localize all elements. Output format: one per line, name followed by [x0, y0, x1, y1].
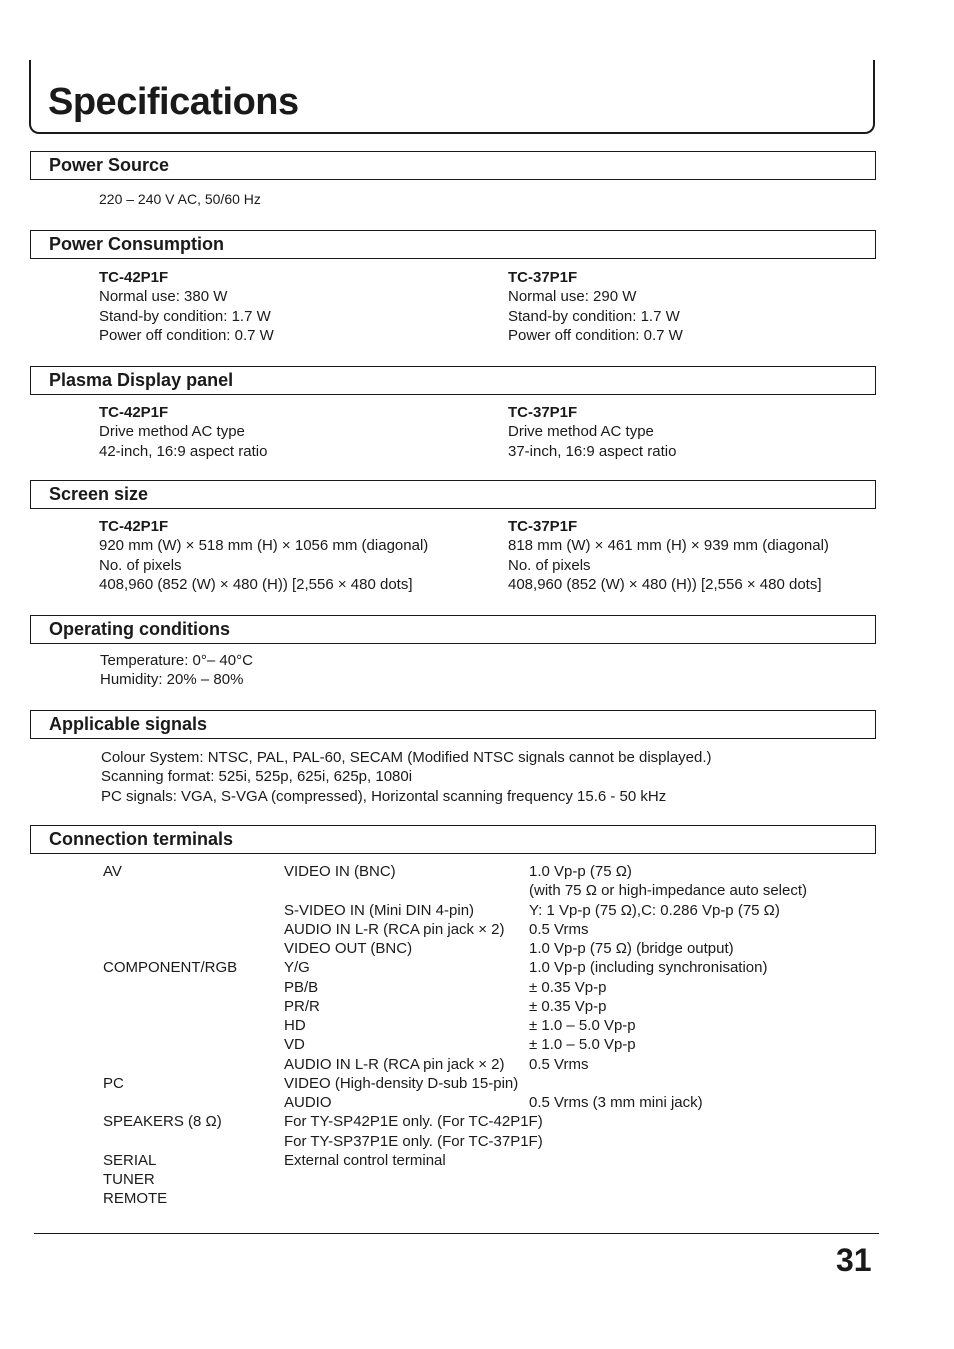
terminal-spec: 0.5 Vrms (3 mm mini jack) — [529, 1094, 703, 1111]
spec-line: PC signals: VGA, S-VGA (compressed), Horizontal scanning frequency 15.6 - 50 kHz — [101, 787, 667, 805]
terminal-spec: ± 0.35 Vp-p — [529, 978, 607, 996]
terminal-spec: 1.0 Vp-p (75 Ω) (bridge output) — [529, 940, 734, 957]
section-header-operating-conditions — [30, 615, 876, 644]
terminal-spec: 0.5 Vrms — [529, 920, 589, 938]
spec-line: 37-inch, 16:9 aspect ratio — [508, 442, 677, 460]
model-label: TC-42P1F — [99, 404, 169, 421]
spec-line: Drive method AC type — [99, 423, 245, 441]
power-consumption-left — [99, 268, 274, 345]
terminal-name: VIDEO (High-density D-sub 15-pin) — [284, 1074, 519, 1092]
section-title: Connection terminals — [49, 829, 234, 849]
section-title: Applicable signals — [49, 714, 208, 734]
terminal-group: PC — [103, 1074, 124, 1092]
model-label: TC-42P1F — [99, 269, 169, 286]
plasma-display-left — [99, 403, 267, 461]
terminal-spec: 1.0 Vp-p (including synchronisation) — [529, 959, 768, 977]
section-header-plasma-display — [30, 366, 876, 395]
spec-line: 920 mm (W) × 518 mm (H) × 1056 mm (diagonal) — [99, 537, 429, 555]
spec-line: 408,960 (852 (W) × 480 (H)) [2,556 × 480 dots] — [99, 575, 413, 593]
spec-line: Stand-by condition: 1.7 W — [508, 307, 680, 325]
spec-line: No. of pixels — [508, 556, 591, 574]
spec-line: Normal use: 380 W — [99, 288, 228, 306]
terminal-name: VIDEO OUT (BNC) — [284, 940, 413, 957]
spec-line: No. of pixels — [99, 556, 182, 574]
terminal-name: Y/G — [284, 959, 310, 977]
applicable-signals-body — [101, 748, 712, 806]
terminal-name: AUDIO IN L-R (RCA pin jack × 2) — [284, 1055, 505, 1073]
spec-line: Humidity: 20% – 80% — [100, 671, 244, 689]
page-title: Specifications — [48, 81, 299, 123]
section-header-screen-size — [30, 480, 876, 509]
model-label: TC-42P1F — [99, 518, 169, 535]
terminal-name: HD — [284, 1017, 306, 1034]
terminal-group: AV — [103, 863, 122, 880]
terminal-name: S-VIDEO IN (Mini DIN 4-pin) — [284, 901, 475, 919]
spec-line: Normal use: 290 W — [508, 288, 637, 306]
section-title: Power Source — [49, 155, 170, 175]
model-label: TC-37P1F — [508, 518, 578, 535]
terminal-group: REMOTE — [103, 1190, 168, 1208]
terminal-name: AUDIO IN L-R (RCA pin jack × 2) — [284, 920, 505, 938]
section-title: Plasma Display panel — [49, 370, 234, 390]
terminal-name: PB/B — [284, 978, 319, 996]
spec-line: 818 mm (W) × 461 mm (H) × 939 mm (diagonal) — [508, 537, 829, 555]
terminal-spec: Y: 1 Vp-p (75 Ω),C: 0.286 Vp-p (75 Ω) — [529, 901, 780, 919]
terminal-spec: ± 0.35 Vp-p — [529, 997, 607, 1015]
terminal-name: For TY-SP37P1E only. (For TC-37P1F) — [284, 1132, 543, 1150]
model-label: TC-37P1F — [508, 404, 578, 421]
spec-line: Temperature: 0°– 40°C — [100, 652, 253, 669]
spec-line: Stand-by condition: 1.7 W — [99, 307, 271, 325]
bottom-rule — [34, 1233, 879, 1234]
plasma-display-right — [508, 403, 676, 461]
terminal-group: COMPONENT/RGB — [103, 959, 238, 977]
terminal-name: VD — [284, 1036, 305, 1054]
terminal-group: TUNER — [103, 1171, 155, 1188]
page-number: 31 — [836, 1242, 872, 1278]
terminal-spec: ± 1.0 – 5.0 Vp-p — [529, 1017, 636, 1034]
terminal-name: VIDEO IN (BNC) — [284, 863, 396, 880]
spec-line: Scanning format: 525i, 525p, 625i, 625p, 1080i — [101, 768, 413, 786]
section-title: Power Consumption — [49, 234, 224, 254]
power-consumption-right — [508, 268, 683, 345]
terminal-name: AUDIO — [284, 1094, 332, 1111]
spec-line: 42-inch, 16:9 aspect ratio — [99, 442, 268, 460]
terminal-group: SERIAL — [103, 1151, 157, 1169]
terminal-name: For TY-SP42P1E only. (For TC-42P1F) — [284, 1113, 543, 1131]
spec-line: Power off condition: 0.7 W — [99, 326, 274, 344]
operating-conditions-body — [100, 651, 253, 690]
terminal-spec: (with 75 Ω or high-impedance auto select) — [529, 882, 808, 900]
terminal-name: PR/R — [284, 997, 320, 1015]
terminal-name: External control terminal — [284, 1151, 446, 1169]
spec-line: Power off condition: 0.7 W — [508, 326, 683, 344]
section-header-power-source — [30, 151, 876, 180]
screen-size-left — [99, 517, 428, 594]
spec-line: Drive method AC type — [508, 423, 654, 441]
spec-line: Colour System: NTSC, PAL, PAL-60, SECAM (Modified NTSC signals cannot be displayed.) — [101, 749, 712, 766]
section-header-power-consumption — [30, 230, 876, 259]
spec-line: 408,960 (852 (W) × 480 (H)) [2,556 × 480 dots] — [508, 575, 822, 593]
terminal-spec: ± 1.0 – 5.0 Vp-p — [529, 1036, 636, 1054]
section-title: Operating conditions — [49, 619, 231, 639]
section-header-applicable-signals — [30, 710, 876, 739]
terminal-spec: 0.5 Vrms — [529, 1055, 589, 1073]
section-header-connection-terminals — [30, 825, 876, 854]
terminal-group: SPEAKERS (8 Ω) — [103, 1113, 222, 1131]
section-title: Screen size — [49, 484, 149, 504]
model-label: TC-37P1F — [508, 269, 578, 286]
screen-size-right — [508, 517, 829, 594]
terminal-spec: 1.0 Vp-p (75 Ω) — [529, 863, 632, 880]
power-source-value: 220 – 240 V AC, 50/60 Hz — [99, 191, 261, 207]
